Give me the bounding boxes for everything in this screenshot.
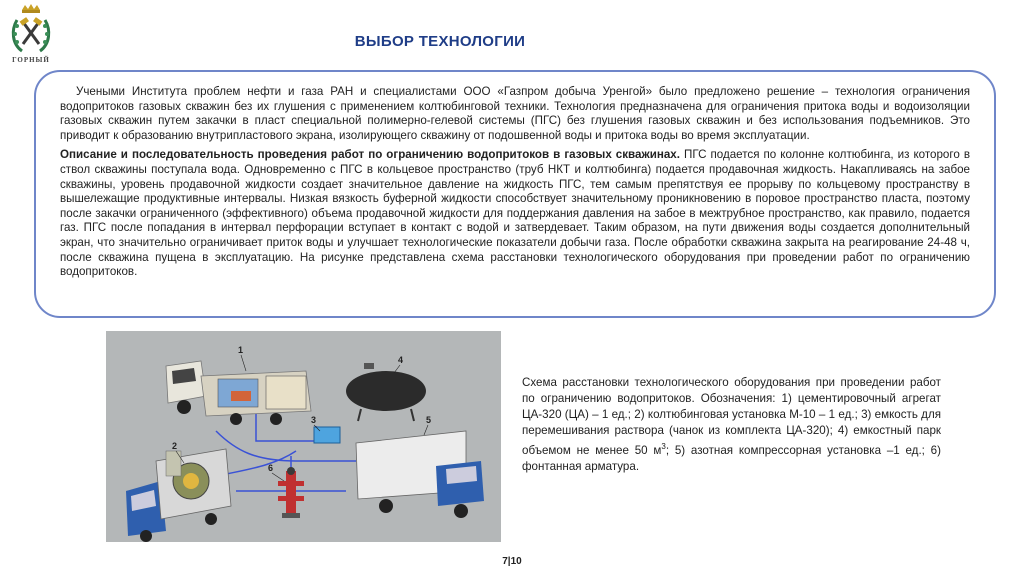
caption-text-main: Схема расстановки технологического оборудования при проведении работ по ограничению водопритоков. Обозначения: 1) цементировочный агрегат ЦА-320 (ЦА) – 1 ед.; 2) колтюбинговая установка М-10 – 1 ед.; 3) емкость для перемешивания раствора (чанок из комплекта ЦА-320); 4) емкостный парк объемом не менее 50 м: [522, 376, 941, 457]
diagram-label-1: 1: [238, 345, 244, 355]
page-title: ВЫБОР ТЕХНОЛОГИИ: [354, 33, 526, 50]
diagram-label-6: 6: [268, 463, 274, 473]
page-number: 7|10: [502, 556, 522, 567]
mixing-tank: [314, 427, 340, 443]
logo-caption: ГОРНЫЙ: [12, 56, 50, 64]
procedure-heading: Описание и последовательность проведения работ по ограничению водопритоков в газовых скважинах.: [60, 148, 680, 162]
diagram-label-5: 5: [426, 415, 432, 425]
procedure-text: ПГС подается по колонне колтюбинга, из которого в ствол скважины поступала вода. Одновременно с ПГС в кольцевое пространство (труб НКТ и колтюбинга) подается продавочная жидкость. Накапливаясь на забое скважины, уровень продавочной жидкости создает значительное давление на жидкость ПГС, тем самым препятствуя ее прорыву по кольцевому пространству в вышележащие продуктивные интервалы. Низкая вязкость буферной жидкости способствует значительному проникновению в поровое пространство пласта, поэтому после закачки ограниченного (эффективного) объема продавочной жидкости для поддержания давления на забое в межтрубное пространство, как правило, подается газ. ПГС после попадания в интервал перфорации вступает в контакт с водой и затвердевает. Таким образом, на пути движения воды создается дополнительный экран, что значительно ограничивает приток воды и улучшает технологические показатели добычи газа. После обработки скважина закрыта на реагирование 24-48 ч, после скважина пущена в эксплуатацию. На рисунке представлена схема расстановки технологического оборудования при проведении работ по ограничению водопритоков.: [60, 148, 970, 279]
diagram-label-3: 3: [311, 415, 317, 425]
diagram-label-2: 2: [172, 441, 178, 451]
caption-text-end: ; 5) азотная компрессорная установка –1 ед.; 6) фонтанная арматура.: [522, 443, 941, 473]
intro-paragraph: Учеными Института проблем нефти и газа РАН и специалистами ООО «Газпром добыча Уренгой» было предложено решение – технология ограничения водопритоков газовых скважин без их глушения с применением колтюбинговой техники. Технология предназначена для ограничения притока воды и водоизоляции газовых скважин путем закачки в пласт специальной полимерно-гелевой системы (ПГС) без глушения газовых скважин и без использования подъемников. Это приводит к образованию внутрипластового экрана, изолирующего скважину от подошвенной воды и притока воды во время эксплуатации.: [60, 85, 970, 142]
diagram-caption: [522, 375, 941, 475]
procedure-paragraph: [60, 148, 970, 279]
intro-text-frame: [34, 70, 996, 318]
caption-superscript: 3: [661, 442, 666, 451]
equipment-layout-diagram: [106, 331, 501, 542]
diagram-label-4: 4: [398, 355, 404, 365]
